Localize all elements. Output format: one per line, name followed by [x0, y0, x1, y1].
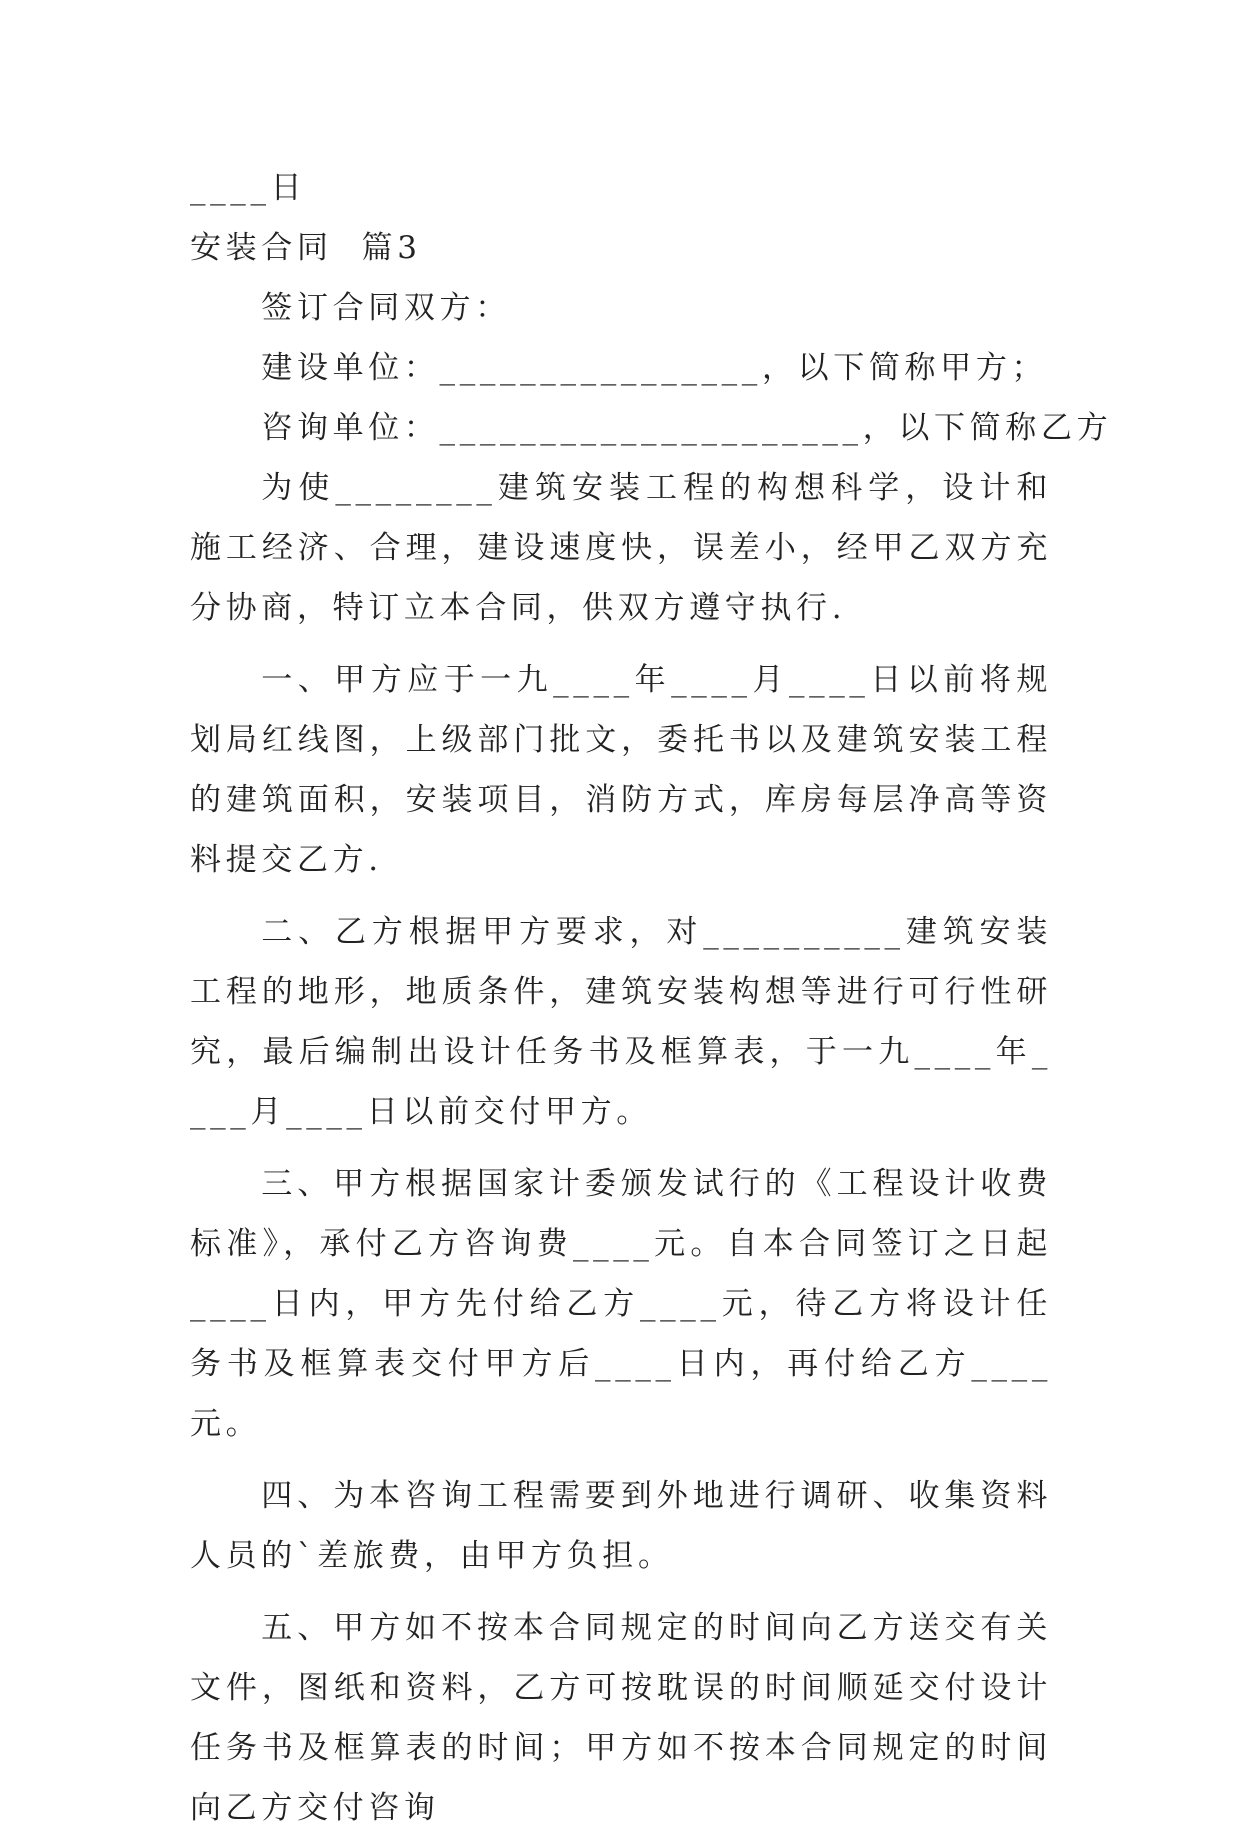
construction-unit-line: 建设单位：________________，以下简称甲方； [261, 350, 1048, 386]
clause-2-paragraph: 二、乙方根据甲方要求，对__________建筑安装工程的地形，地质条件，建筑安装构想等进行可行性研究，最后编制出设计任务书及框算表，于一九____年____月____日以前交付甲方。 [190, 914, 1052, 1130]
paragraph-gap [190, 1142, 1052, 1154]
clause-1-paragraph: 一、甲方应于一九____年____月____日以前将规划局红线图，上级部门批文，委托书以及建筑安装工程的建筑面积，安装项目，消防方式，库房每层净高等资料提交乙方. [190, 662, 1052, 878]
date-fragment: ____日 [190, 170, 307, 206]
paragraph-gap [190, 1454, 1052, 1466]
section-title: 安装合同 篇3 [190, 230, 422, 266]
consulting-unit-line: 咨询单位：_____________________，以下简称乙方 [261, 410, 1113, 446]
preamble-paragraph: 为使________建筑安装工程的构想科学，设计和施工经济、合理，建设速度快，误差小，经甲乙双方充分协商，特订立本合同，供双方遵守执行. [190, 470, 1052, 626]
parties-heading: 签订合同双方： [261, 290, 511, 326]
clause-3-paragraph: 三、甲方根据国家计委颁发试行的《工程设计收费标准》，承付乙方咨询费____元。自本合同签订之日起____日内，甲方先付给乙方____元，待乙方将设计任务书及框算表交付甲方后____日内，再付给乙方____元。 [190, 1166, 1052, 1442]
document-body [190, 158, 1113, 1838]
paragraph-gap [190, 1586, 1052, 1598]
clause-4-paragraph: 四、为本咨询工程需要到外地进行调研、收集资料人员的`差旅费，由甲方负担。 [190, 1478, 1052, 1574]
paragraph-gap [190, 638, 1052, 650]
paragraph-gap [190, 890, 1052, 902]
clause-5-paragraph: 五、甲方如不按本合同规定的时间向乙方送交有关文件，图纸和资料，乙方可按耽误的时间顺延交付设计任务书及框算表的时间；甲方如不按本合同规定的时间向乙方交付咨询 [190, 1610, 1052, 1826]
